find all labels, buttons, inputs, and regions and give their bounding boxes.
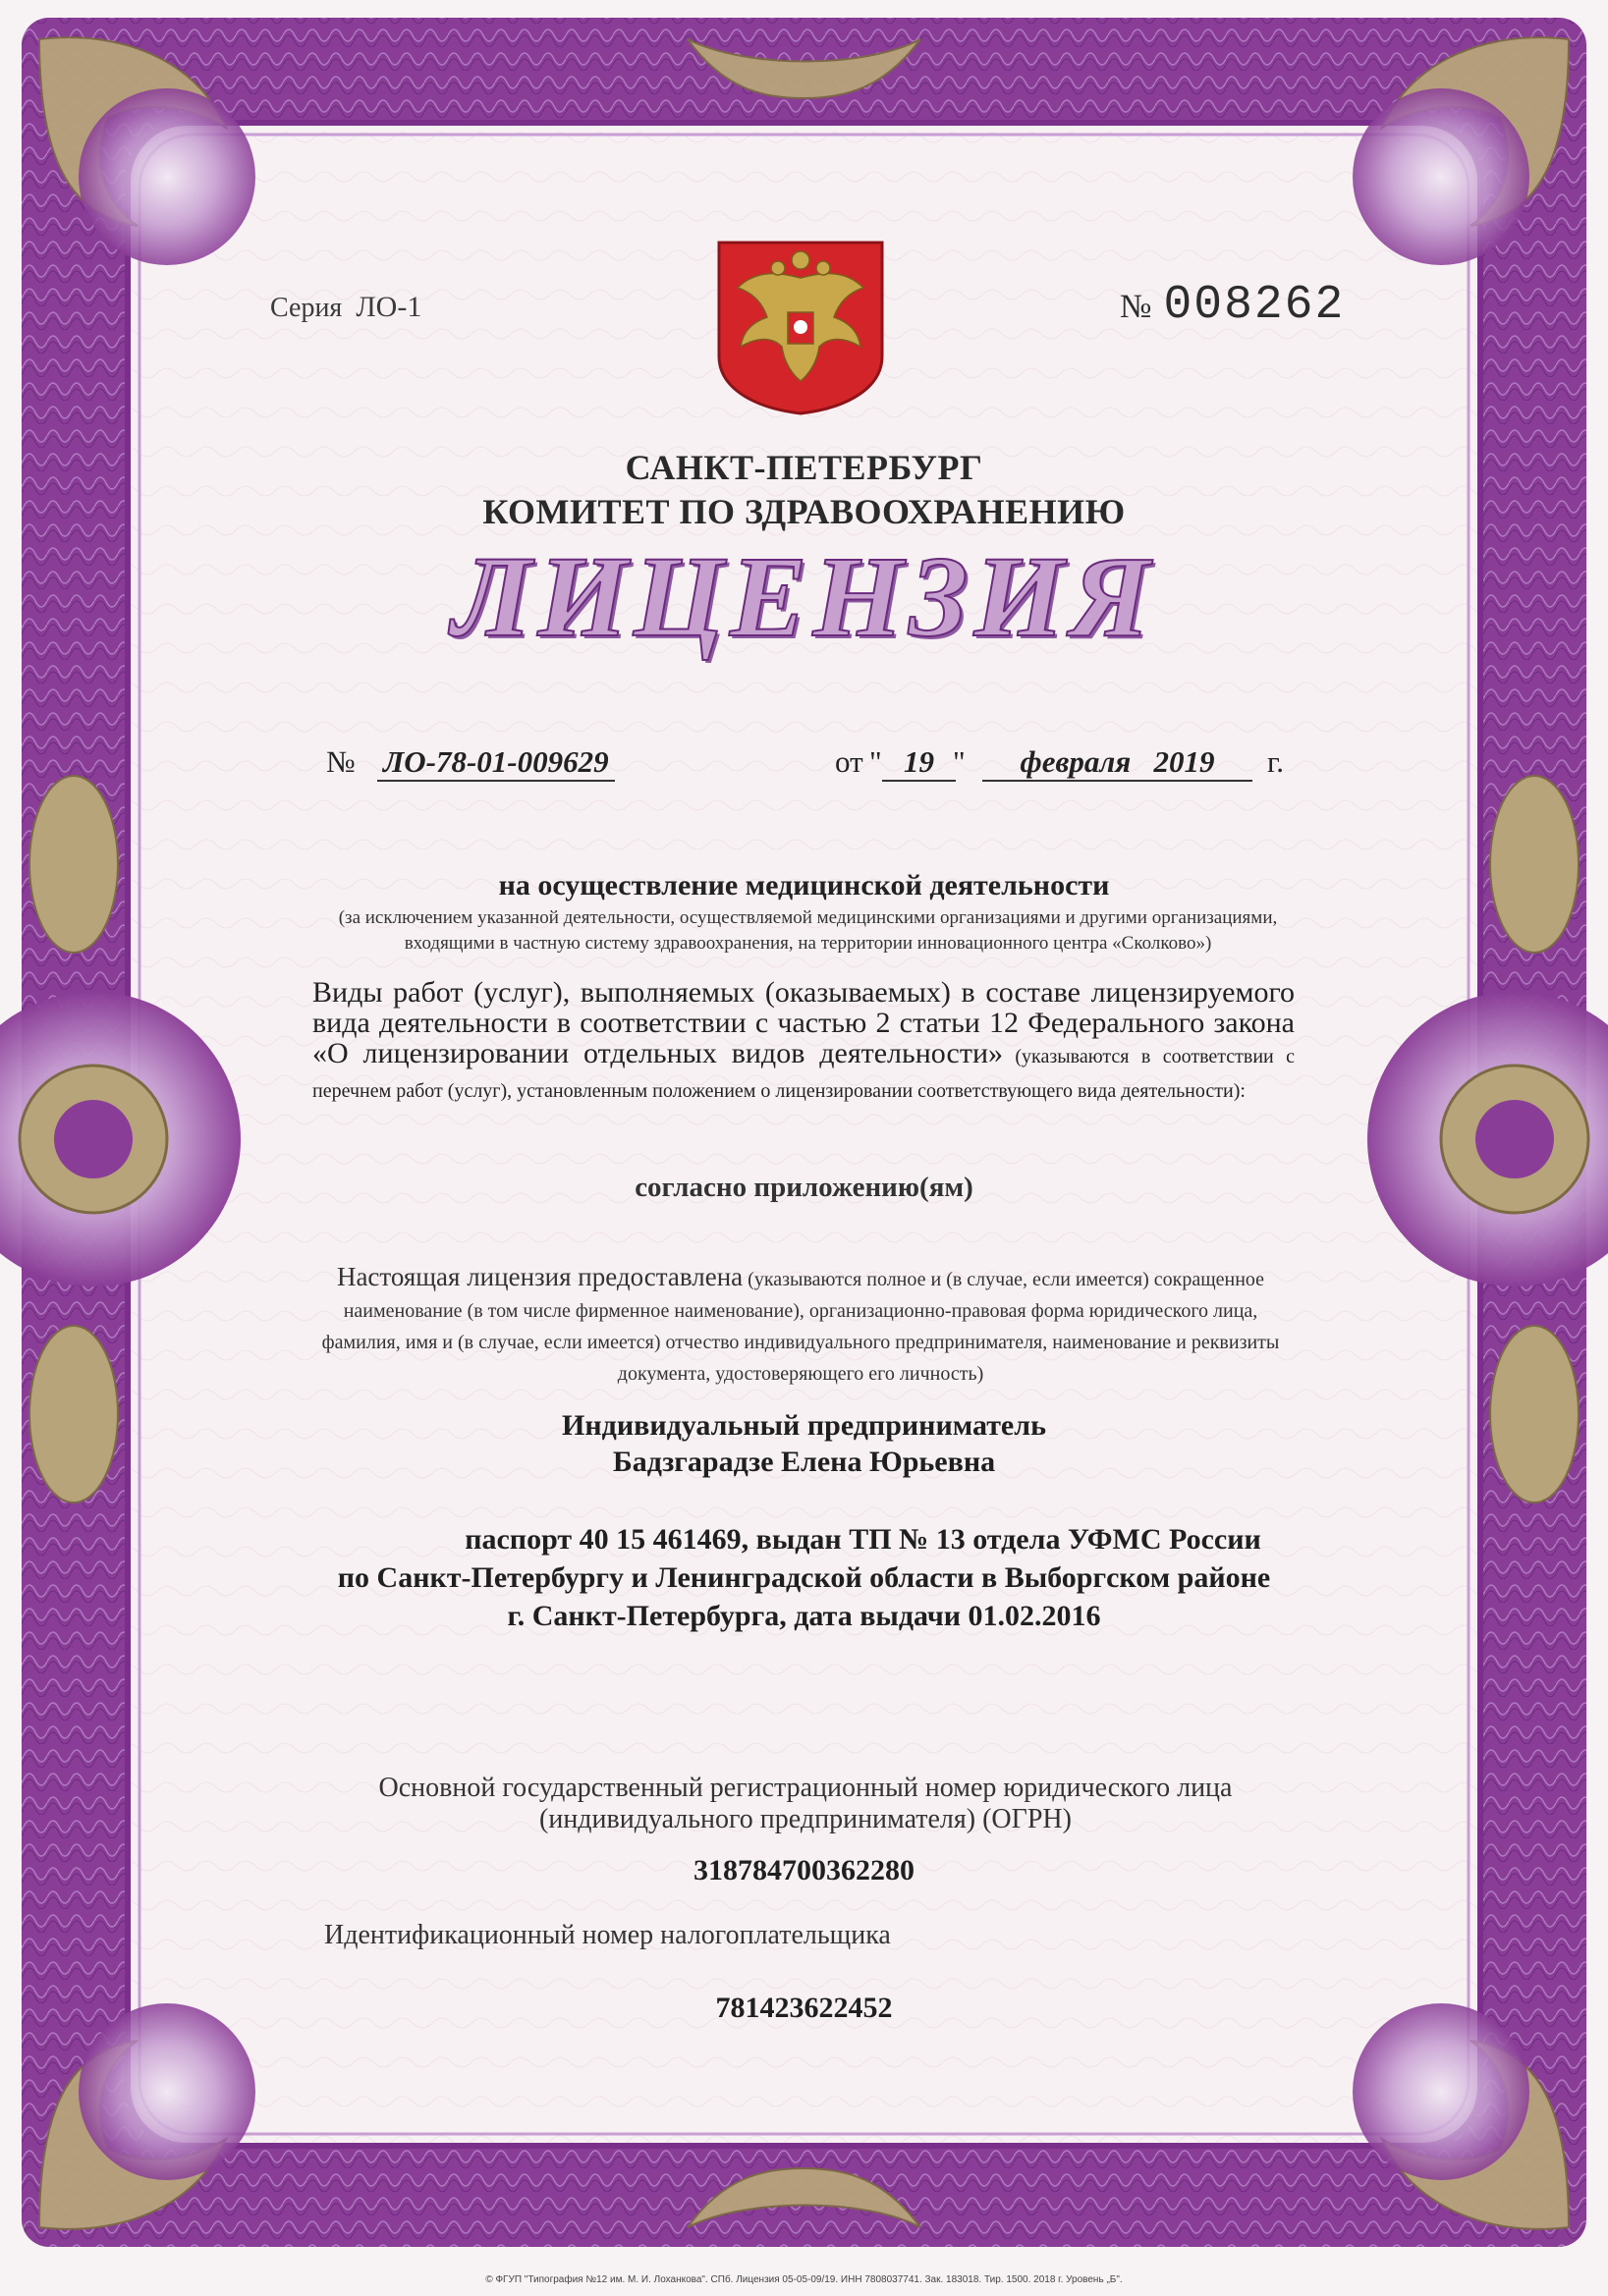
number-sign: № [1120, 289, 1152, 325]
provided-lead: Настоящая лицензия предоставлена [336, 1262, 744, 1291]
passport-line-3: г. Санкт-Петербурга, дата выдачи 01.02.2016 [507, 1600, 1101, 1632]
holder-name: Бадзгарадзе Елена Юрьевна [612, 1446, 996, 1478]
license-month-year: февраля 2019 [982, 744, 1252, 782]
inn-label: Идентификационный номер налогоплательщика [324, 1920, 891, 1950]
license-number: ЛО-78-01-009629 [377, 744, 615, 782]
provided-paragraph [314, 1261, 1287, 1390]
activity-exclusion: (за исключением указанной деятельности, осуществляемой медицинскими организациями и другими организациями, входящими в частную систему здравоохранения, на территории инновационного центра «Сколково») [338, 907, 1278, 954]
ogrn-label: Основной государственный регистрационный номер юридического лица (индивидуального предпринимателя) (ОГРН) [378, 1773, 1233, 1834]
passport-line-1: паспорт 40 15 461469, выдан ТП № 13 отдела УФМС России [465, 1523, 1261, 1556]
blank-number-value: 008262 [1163, 279, 1346, 332]
inn-value: 781423622452 [715, 1992, 893, 2024]
ogrn-value: 318784700362280 [693, 1854, 915, 1886]
passport-line-2: по Санкт-Петербургу и Ленинградской области в Выборгском районе [337, 1561, 1271, 1594]
series-line [270, 291, 421, 324]
blank-number-line [1120, 279, 1345, 332]
close-quote: " [953, 744, 966, 779]
printer-footer: © ФГУП "Типография №12 им. М. И. Лоханкова". СПб. Лицензия 05-05-09/19. ИНН 7808037741. Зак. 183018. Тир. 1500. 2018 г. Уровень „Б". [485, 2274, 1123, 2285]
document-title: ЛИЦЕНЗИЯ [452, 532, 1156, 661]
works-main: Виды работ (услуг), выполняемых (оказываемых) в составе лицензируемого вида деятельности в соответствии с частью 2 статьи 12 Федерального закона «О лицензировании отдельных видов деятельности» [312, 976, 1295, 1069]
series-value: ЛО-1 [356, 291, 422, 323]
holder-type: Индивидуальный предприниматель [562, 1409, 1046, 1442]
russian-coat-of-arms-icon [713, 239, 888, 415]
license-day: 19 [882, 744, 956, 782]
per-appendix: согласно приложению(ям) [635, 1172, 973, 1203]
works-paragraph [312, 977, 1295, 1107]
issuer-committee: КОМИТЕТ ПО ЗДРАВООХРАНЕНИЮ [482, 492, 1126, 531]
series-label: Серия [270, 293, 343, 323]
works-note: (указываются в соответствии с перечнем работ (услуг), установленным положением о лицензировании соответствующего вида деятельности): [312, 1046, 1295, 1102]
activity-title: на осуществление медицинской деятельности [498, 869, 1110, 902]
provided-note: (указываются полное и (в случае, если имеется) сокращенное наименование (в том числе фирменное наименование), организационно-правовая форма юридического лица, фамилия, имя и (в случае, если имеется) отчество индивидуального предпринимателя, наименование и реквизиты документа, удостоверяющего его личность) [321, 1269, 1280, 1385]
year-suffix: г. [1267, 744, 1284, 779]
license-number-sign: № [326, 744, 356, 779]
issuer-city: САНКТ-ПЕТЕРБУРГ [625, 448, 983, 487]
date-from-label: от [835, 744, 863, 779]
open-quote: " [869, 744, 882, 779]
